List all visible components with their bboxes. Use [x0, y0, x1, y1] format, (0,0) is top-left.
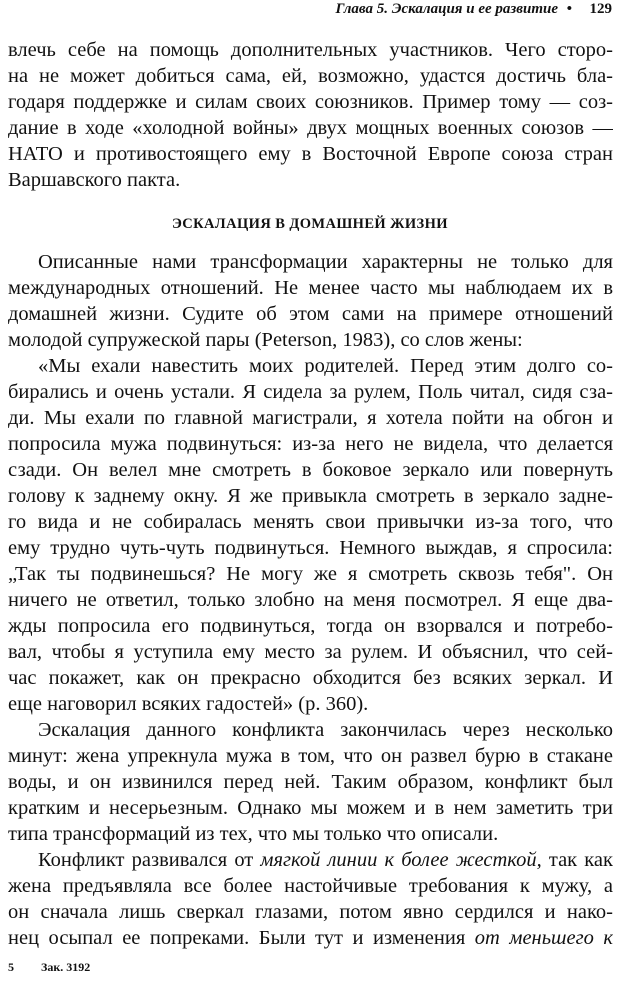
- text-line: Варшавского пакта.: [8, 169, 181, 191]
- text-line: ему трудно чуть-чуть подвинуться. Немного выждав, я спросила:: [8, 537, 613, 559]
- text-line: жды попросила его подвинуться, тогда он взорвался и потребо-: [8, 615, 613, 637]
- text-line: влечь себе на помощь дополнительных участников. Чего сторо-: [8, 39, 613, 61]
- text-line: домашней жизни. Судите об этом сами на примере отношений: [8, 303, 613, 325]
- text-line: попросила мужа подвинуться: из-за него не видела, что делается: [8, 433, 613, 455]
- text-line: ничего не ответил, только злобно на меня посмотрел. Я еще два-: [8, 589, 613, 611]
- page-number: 129: [589, 1, 612, 17]
- text-line: жена предъявляла все более настойчивые требования к мужу, а: [8, 875, 613, 897]
- text-line: вал, чтобы я уступила ему место за рулем. И объяснил, что сей-: [8, 641, 613, 663]
- text-line: бирались и очень устали. Я сидела за рулем, Поль читал, сидя сза-: [8, 381, 613, 403]
- text-line: он сначала лишь сверкал глазами, потом явно сердился и нако-: [8, 901, 613, 923]
- text-line: Эскалация данного конфликта закончилась через несколько: [38, 719, 613, 741]
- page-footer: [8, 960, 90, 975]
- running-head-bullet: •: [566, 1, 572, 17]
- text-run: Конфликт развивался от: [38, 849, 261, 871]
- text-line: Описанные нами трансформации характерны не только для: [38, 251, 613, 273]
- text-line: воды, и он извинился перед ней. Таким образом, конфликт был: [8, 771, 613, 793]
- text-line: сзади. Он велел мне смотреть в боковое зеркало или повернуть: [8, 459, 613, 481]
- text-line: [38, 848, 613, 872]
- text-line: НАТО и противостоящего ему в Восточной Европе союза стран: [8, 143, 613, 165]
- text-line: типа трансформаций из тех, что мы только что описали.: [8, 823, 499, 845]
- text-line: час покажет, как он прекрасно обходится без всяких зеркал. И: [8, 667, 613, 689]
- italic-run: от меньшего к: [474, 927, 613, 949]
- text-line: «Мы ехали навестить моих родителей. Перед этим долго со-: [38, 355, 613, 377]
- text-line: международных отношений. Не менее часто мы наблюдаем их в: [8, 277, 613, 299]
- text-line: еще наговорил всяких гадостей» (р. 360).: [8, 693, 369, 715]
- text-line: голову к заднему окну. Я же привыкла смотреть в зеркало задне-: [8, 485, 613, 507]
- running-head: [0, 0, 620, 22]
- footer-signature: 5: [8, 960, 14, 974]
- text-line: го вида и не собиралась менять свои привычки из-за того, что: [8, 511, 613, 533]
- text-line: годаря поддержке и силам своих союзников. Пример тому — соз-: [8, 91, 613, 113]
- text-line: „Так ты подвинешься? Не могу же я смотреть сквозь тебя". Он: [8, 563, 613, 585]
- text-line: [8, 926, 613, 950]
- text-line: кратким и несерьезным. Однако мы можем и в нем заметить три: [8, 797, 613, 819]
- section-heading: ЭСКАЛАЦИЯ В ДОМАШНЕЙ ЖИЗНИ: [172, 216, 448, 232]
- text-line: молодой супружеской пары (Peterson, 1983), со слов жены:: [8, 329, 523, 351]
- text-line: на не может добиться сама, ей, возможно, удастся достичь бла-: [8, 65, 613, 87]
- running-head-title: Глава 5. Эскалация и ее развитие: [335, 1, 558, 17]
- text-line: минут: жена упрекнула мужа в том, что он развел бурю в стакане: [8, 745, 613, 767]
- footer-order: Зак. 3192: [41, 960, 91, 974]
- text-run: нец осыпал ее попреками. Были тут и изменения: [8, 927, 475, 949]
- italic-run: мягкой линии к более жесткой,: [260, 849, 542, 871]
- text-run: так как: [541, 849, 613, 871]
- text-line: ди. Мы ехали по главной магистрали, я хотела пойти на обгон и: [8, 407, 613, 429]
- text-line: дание в ходе «холодной войны» двух мощных военных союзов —: [8, 117, 613, 139]
